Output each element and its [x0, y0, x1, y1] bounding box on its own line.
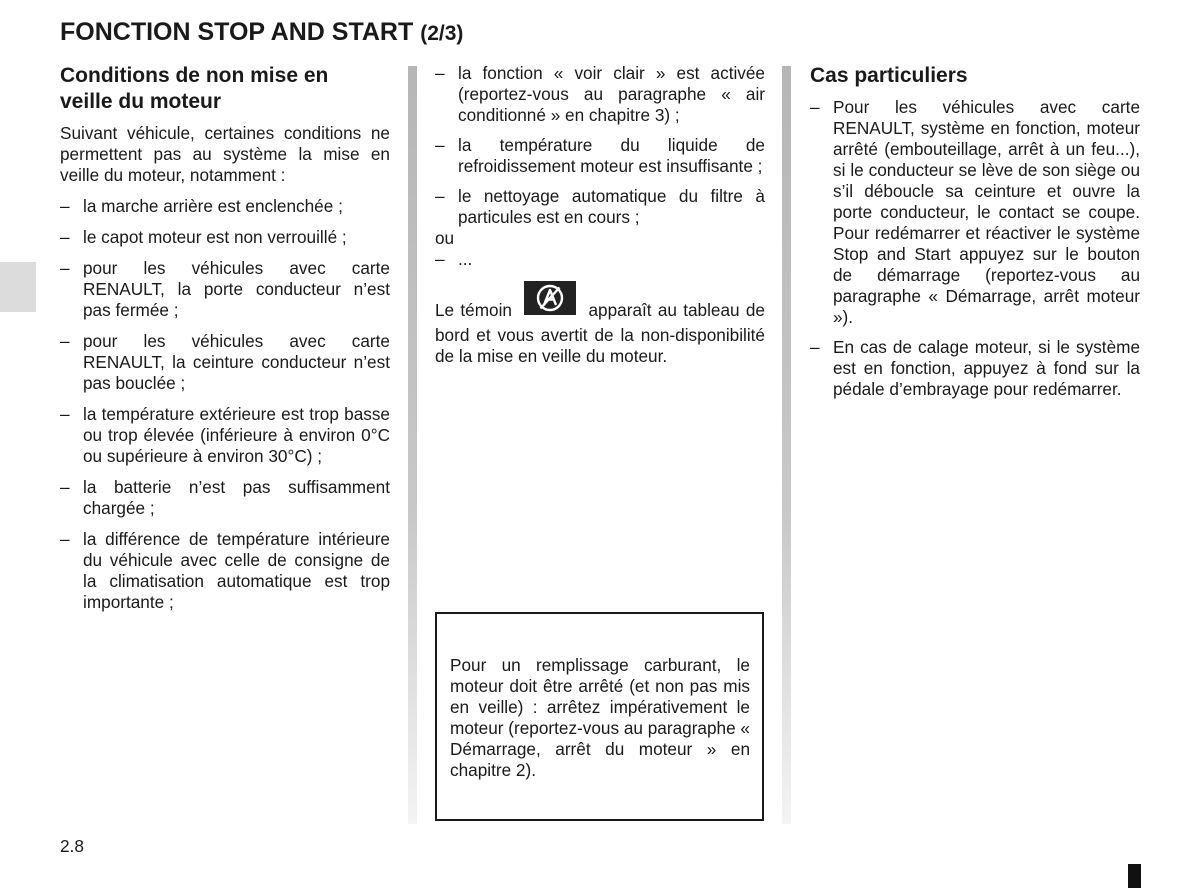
right-heading: Cas particuliers — [810, 64, 968, 87]
chapter-tab — [0, 262, 36, 312]
middle-column — [435, 63, 765, 367]
list-item: – ... — [435, 249, 765, 270]
or-text: ou — [435, 228, 455, 248]
list-item: – la batterie n’est pas suffisamment chargée ; — [60, 477, 390, 519]
left-conditions-list — [60, 196, 390, 613]
list-item: – la différence de température intérieure du véhicule avec celle de consigne de la climatisation automatique est trop importante ; — [60, 529, 390, 613]
stop-start-unavailable-icon — [524, 281, 576, 315]
page-number: 2.8 — [60, 836, 84, 856]
list-item: – pour les véhicules avec carte RENAULT, la ceinture conducteur n’est pas bouclée ; — [60, 331, 390, 394]
list-item: – la température du liquide de refroidissement moteur est insuffisante ; — [435, 135, 765, 177]
left-column — [60, 63, 390, 613]
list-item: – la température extérieure est trop basse ou trop élevée (inférieure à environ 0°C ou supérieure à environ 30°C) ; — [60, 404, 390, 467]
list-item: – le nettoyage automatique du filtre à particules est en cours ; — [435, 186, 765, 228]
list-item: – la marche arrière est enclenchée ; — [60, 196, 390, 217]
page-title — [60, 18, 463, 47]
fuel-note-text: Pour un remplissage carburant, le moteur doit être arrêté (et non pas mis en veille) : arrêtez impérativement le moteur (reportez-vous au paragraphe « Démarrage, arrêt du moteur » en chapitre 2). — [450, 655, 750, 780]
left-intro: Suivant véhicule, certaines conditions ne permettent pas au système la mise en veille du moteur, notamment : — [60, 123, 390, 185]
left-heading-line2: veille du moteur — [60, 90, 222, 113]
column-divider-left — [408, 66, 417, 824]
fuel-note-box — [435, 612, 764, 821]
middle-conditions-list — [435, 63, 765, 228]
column-divider-right — [782, 66, 791, 824]
list-item: – pour les véhicules avec carte RENAULT, la porte conducteur n’est pas fermée ; — [60, 258, 390, 321]
page-part: (2/3) — [420, 22, 464, 45]
right-column — [810, 63, 1140, 400]
warning-after: apparaît au tableau de bord et vous avertit de la non-disponibilité de la mise en veille du moteur. — [435, 300, 765, 366]
left-heading — [60, 63, 390, 115]
page-title-text: FONCTION STOP AND START — [60, 18, 414, 46]
left-heading-line1: Conditions de non mise en — [60, 64, 329, 87]
warning-text — [435, 291, 765, 367]
list-item: – la fonction « voir clair » est activée (reportez-vous au paragraphe « air conditionné » en chapitre 3) ; — [435, 63, 765, 126]
page-corner-mark — [1128, 864, 1141, 888]
list-item: – Pour les véhicules avec carte RENAULT, système en fonction, moteur arrêté (embouteillage, arrêt à un feu...), si le conducteur se lève de son siège ou s’il déboucle sa ceinture et ouvre la porte conducteur, le contact se coupe. Pour redémarrer et réactiver le système Stop and Start appuyez sur le bouton de démarrage (reportez-vous au paragraphe « Démarrage, arrêt moteur »). — [810, 97, 1140, 328]
list-item: – le capot moteur est non verrouillé ; — [60, 227, 390, 248]
list-item: – En cas de calage moteur, si le système est en fonction, appuyez à fond sur la pédale d’embrayage pour redémarrer. — [810, 337, 1140, 400]
warning-before: Le témoin — [435, 300, 512, 320]
ellipsis-list — [435, 249, 765, 270]
right-cases-list — [810, 97, 1140, 400]
